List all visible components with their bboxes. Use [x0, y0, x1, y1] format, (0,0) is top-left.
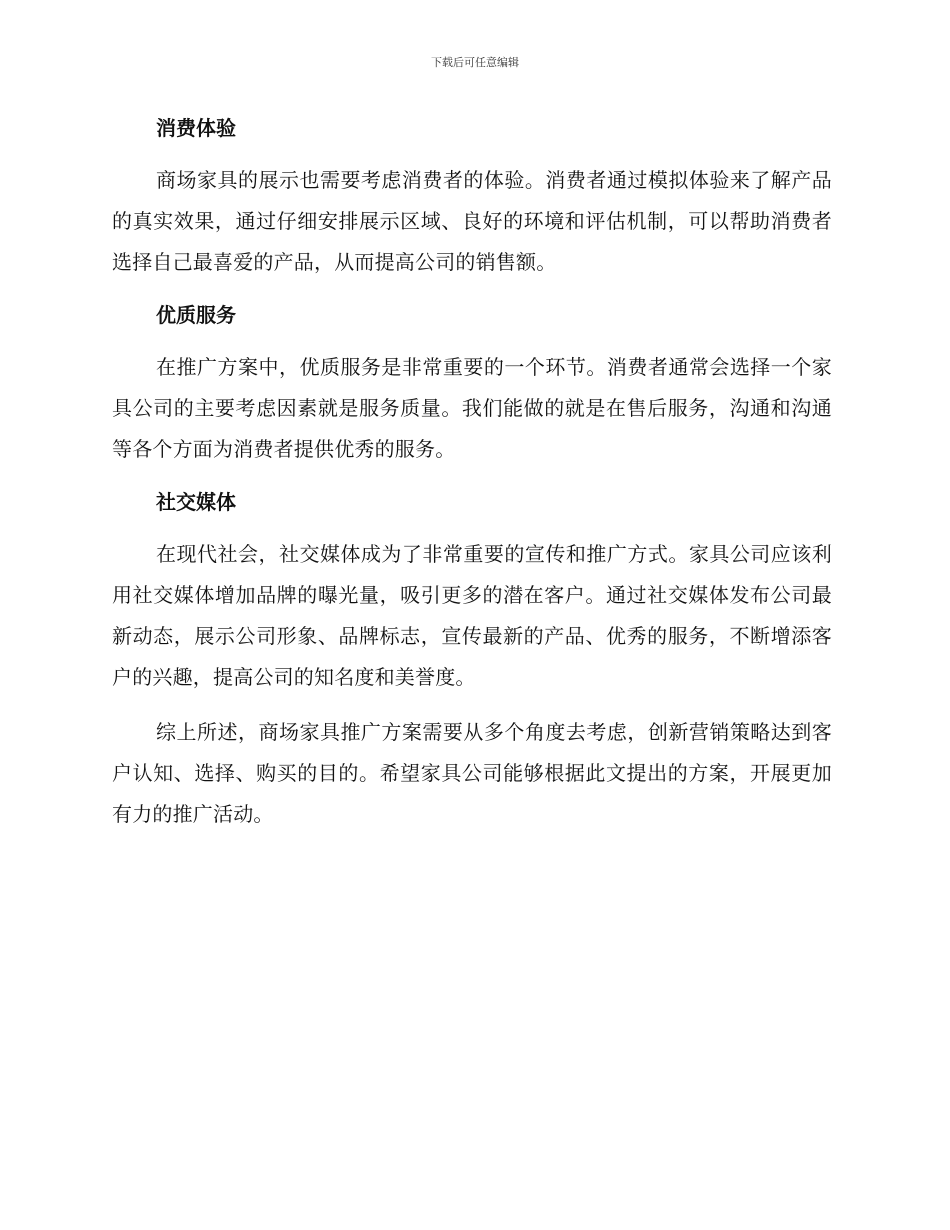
section-paragraph: 在推广方案中，优质服务是非常重要的一个环节。消费者通常会选择一个家具公司的主要考虑因素就是服务质量。我们能做的就是在售后服务，沟通和沟通等各个方面为消费者提供优秀的服务。 [112, 355, 832, 461]
section-heading: 优质服务 [156, 303, 236, 327]
section-paragraph: 在现代社会，社交媒体成为了非常重要的宣传和推广方式。家具公司应该利用社交媒体增加品牌的曝光量，吸引更多的潜在客户。通过社交媒体发布公司最新动态，展示公司形象、品牌标志，宣传最新的产品、优秀的服务，不断增添客户的兴趣，提高公司的知名度和美誉度。 [112, 542, 832, 689]
header-note: 下载后可任意编辑 [431, 56, 519, 69]
section-heading: 消费体验 [156, 116, 236, 140]
section-quality-service [112, 297, 832, 470]
section-heading: 社交媒体 [156, 490, 236, 514]
section-paragraph: 商场家具的展示也需要考虑消费者的体验。消费者通过模拟体验来了解产品的真实效果，通过仔细安排展示区域、良好的环境和评估机制，可以帮助消费者选择自己最喜爱的产品，从而提高公司的销售额。 [112, 168, 832, 274]
document-body [112, 110, 832, 849]
section-consumer-experience [112, 110, 832, 283]
conclusion-paragraph: 综上所述，商场家具推广方案需要从多个角度去考虑，创新营销策略达到客户认知、选择、购买的目的。希望家具公司能够根据此文提出的方案，开展更加有力的推广活动。 [112, 720, 832, 826]
section-social-media [112, 484, 832, 698]
